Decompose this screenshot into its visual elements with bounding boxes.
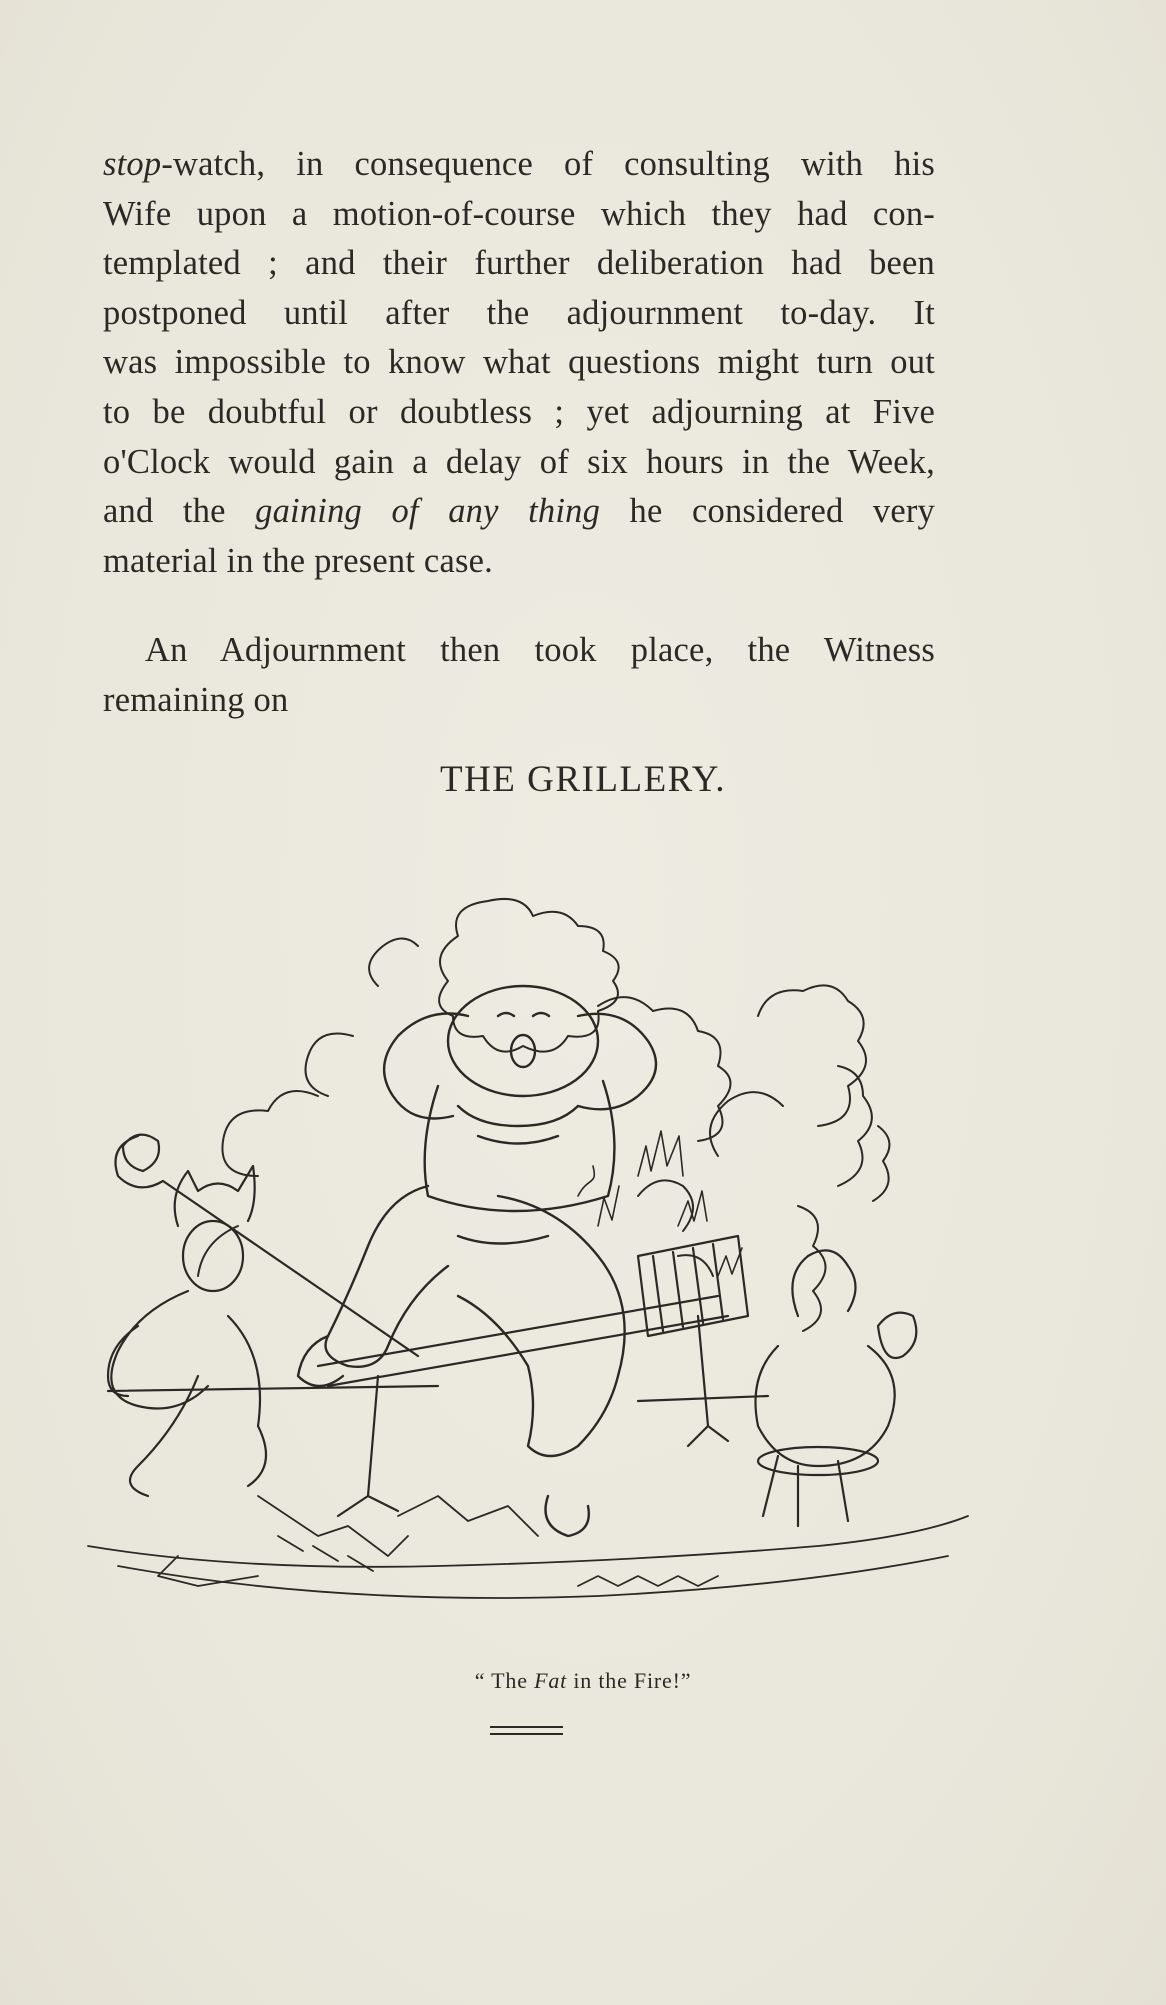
gridiron [318,1236,748,1516]
divider-rule-top [490,1726,563,1728]
grillery-engraving [78,896,984,1648]
text-line: was impossible to know what questions might turn out [103,343,935,382]
left-devil-figure [108,1135,438,1496]
fire-flames [578,1131,742,1276]
caption-italic: Fat [534,1668,568,1693]
text-line: Wife upon a motion-of-course which they had con- [103,194,935,233]
paragraph-2 [103,626,935,725]
divider-rule-bottom [490,1733,563,1735]
text-line: material in the present case. [103,541,493,580]
text-line: remaining on [103,680,289,719]
italic-word: stop [103,145,162,183]
text-line: An Adjournment then took place, the Witness [145,631,935,669]
right-devil-figure [638,1250,916,1526]
text-line: stop-watch, in consequence of consulting with his [103,145,935,183]
fat-man-figure [298,986,656,1536]
section-title: THE GRILLERY. [439,759,727,800]
text-line: postponed until after the adjournment to-day. It [103,293,935,332]
text-line: templated ; and their further deliberation had been [103,244,935,283]
paragraph-1 [103,140,935,586]
text-line: to be doubtful or doubtless ; yet adjourning at Five [103,392,935,431]
illustration-caption: “ The Fat in the Fire!” [474,1668,692,1693]
ground-scribbles [88,1496,968,1598]
text-line: o'Clock would gain a delay of six hours in the Week, [103,442,935,481]
smoke-clouds [198,899,889,1331]
italic-phrase: gaining of any thing [255,492,601,531]
text-line: and the gaining of any thing he considered very [103,492,936,531]
